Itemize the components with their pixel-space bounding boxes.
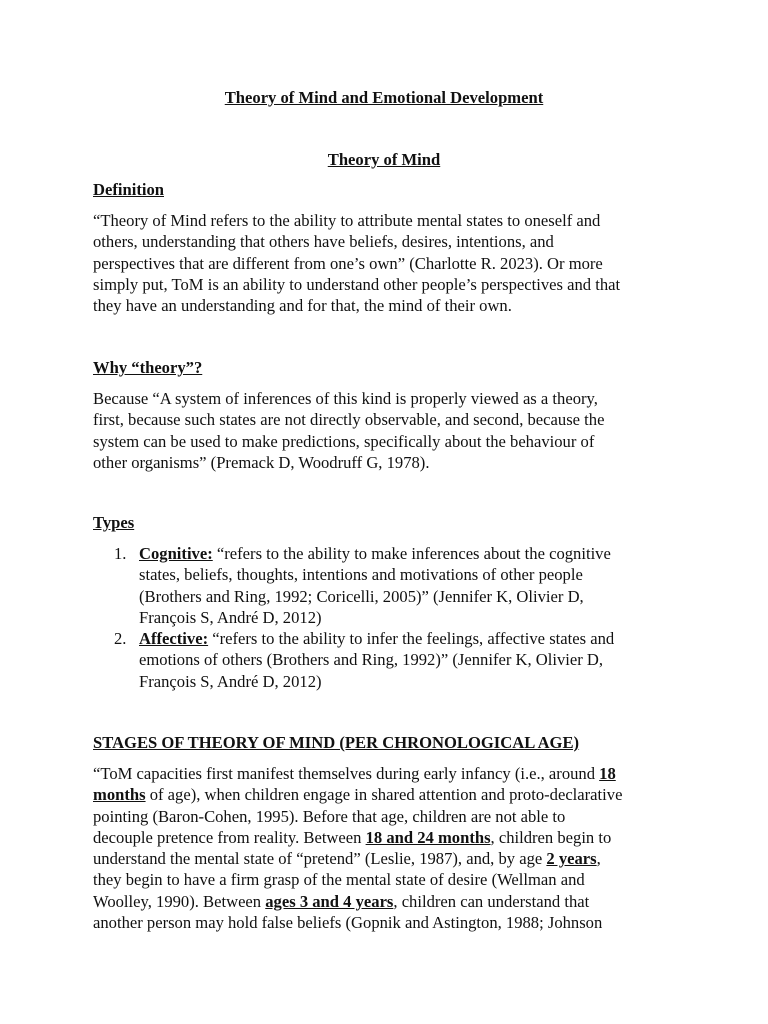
list-number: 1. xyxy=(114,544,127,563)
text-line: perspectives that are different from one’s own” (Charlotte R. 2023). Or more xyxy=(93,253,603,273)
text-run: Woolley, 1990). Between xyxy=(93,891,266,911)
text-run: “ToM capacities first manifest themselves during early infancy (i.e., around xyxy=(93,764,600,783)
section-title: Theory of Mind xyxy=(327,150,441,169)
text-run: of age), when children engage in shared attention and proto-declarative xyxy=(145,785,623,805)
types-list xyxy=(93,543,673,692)
text-line: system can be used to make predictions, specifically about the behaviour of xyxy=(93,431,595,451)
definition-heading: Definition xyxy=(93,180,164,199)
text-line: (Brothers and Ring, 1992; Coricelli, 2005)” (Jennifer K, Olivier D, xyxy=(139,586,584,606)
text-line: Because “A system of inferences of this kind is properly viewed as a theory, xyxy=(93,389,598,408)
text-line xyxy=(93,784,673,805)
type-term: Affective: xyxy=(139,629,209,649)
emphasis-age: 18 and 24 months xyxy=(365,827,491,847)
text-line: “Theory of Mind refers to the ability to attribute mental states to oneself and xyxy=(93,211,601,230)
text-run: , children can understand that xyxy=(393,891,590,911)
list-number: 2. xyxy=(114,629,127,649)
emphasis-age: ages 3 and 4 years xyxy=(265,891,394,911)
text-line xyxy=(93,891,673,912)
text-line xyxy=(139,628,673,649)
text-line: they begin to have a firm grasp of the mental state of desire (Wellman and xyxy=(93,870,585,890)
text-run: decouple pretence from reality. Between xyxy=(93,827,366,847)
stages-heading: STAGES OF THEORY OF MIND (PER CHRONOLOGICAL AGE) xyxy=(93,733,580,752)
type-term: Cognitive: xyxy=(139,544,213,563)
text-line xyxy=(93,848,673,869)
document-title: Theory of Mind and Emotional Development xyxy=(224,88,544,107)
text-line: other organisms” (Premack D, Woodruff G, 1978). xyxy=(93,452,430,472)
types-heading: Types xyxy=(93,513,135,532)
text-line xyxy=(139,543,673,564)
text-line: states, beliefs, thoughts, intentions and motivations of other people xyxy=(139,565,583,585)
text-line: emotions of others (Brothers and Ring, 1992)” (Jennifer K, Olivier D, xyxy=(139,650,604,670)
type-description: “refers to the ability to infer the feelings, affective states and xyxy=(208,629,615,649)
text-run: understand the mental state of “pretend” (Leslie, 1987), and, by age xyxy=(93,849,547,869)
why-theory-paragraph xyxy=(93,388,673,473)
text-line: pointing (Baron-Cohen, 1995). Before that age, children are not able to xyxy=(93,806,566,826)
list-item xyxy=(93,628,673,692)
text-line: another person may hold false beliefs (Gopnik and Astington, 1988; Johnson xyxy=(93,913,603,933)
text-run: , xyxy=(596,849,601,869)
emphasis-age: 18 xyxy=(599,764,616,783)
why-theory-heading: Why “theory”? xyxy=(93,358,203,377)
text-line: first, because such states are not directly observable, and second, because the xyxy=(93,410,605,430)
text-line: François S, André D, 2012) xyxy=(139,671,322,691)
emphasis-age: months xyxy=(93,785,146,805)
stages-paragraph xyxy=(93,763,673,933)
type-description: “refers to the ability to make inferences about the cognitive xyxy=(212,544,611,563)
text-line: others, understanding that others have beliefs, desires, intentions, and xyxy=(93,232,554,252)
text-line xyxy=(93,763,673,784)
text-line xyxy=(93,827,673,848)
list-item xyxy=(93,543,673,628)
text-line: François S, André D, 2012) xyxy=(139,607,322,627)
text-line: simply put, ToM is an ability to understand other people’s perspectives and that xyxy=(93,274,621,294)
text-run: , children begin to xyxy=(490,827,612,847)
definition-paragraph xyxy=(93,210,673,316)
emphasis-age: 2 years xyxy=(546,849,597,869)
text-line: they have an understanding and for that, the mind of their own. xyxy=(93,296,512,316)
